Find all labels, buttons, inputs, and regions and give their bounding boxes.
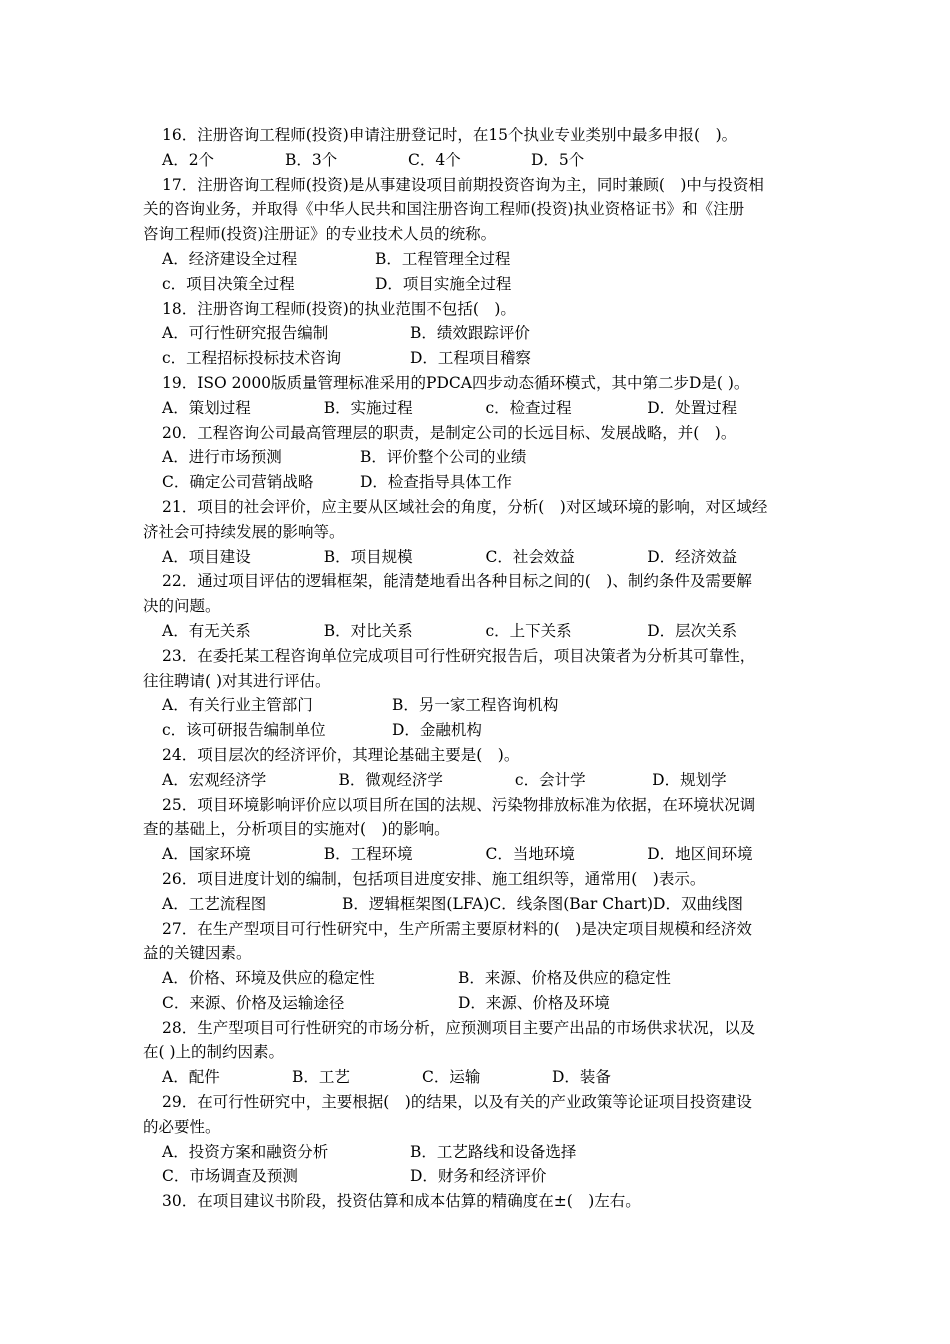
- question-stem: 30．在项目建议书阶段，投资估算和成本估算的精确度在±( )左右。: [162, 1192, 641, 1211]
- option-row: [143, 619, 809, 644]
- answer-option[interactable]: B．实施过程: [323, 398, 413, 417]
- answer-option[interactable]: A．配件: [162, 1068, 220, 1087]
- answer-option[interactable]: B．另一家工程咨询机构: [392, 696, 559, 715]
- answer-option[interactable]: D．检查指导具体工作: [360, 473, 512, 492]
- question-stem: 17．注册咨询工程师(投资)是从事建设项目前期投资咨询为主，同时兼顾( )中与投资相: [162, 175, 764, 194]
- answer-option[interactable]: B．绩效跟踪评价: [410, 324, 530, 343]
- option-row: [143, 470, 809, 495]
- answer-option[interactable]: A．投资方案和融资分析: [162, 1142, 329, 1161]
- question-stem: 22．通过项目评估的逻辑框架，能清楚地看出各种目标之间的( )、制约条件及需要解: [162, 572, 752, 591]
- question-block: [143, 495, 809, 569]
- answer-option[interactable]: B．工艺: [292, 1068, 350, 1087]
- answer-option[interactable]: D．层次关系: [647, 621, 738, 640]
- answer-option[interactable]: C．运输: [422, 1068, 481, 1087]
- question-block: [143, 644, 809, 743]
- answer-option[interactable]: c．该可研报告编制单位: [162, 721, 326, 740]
- question-stem-continuation: 决的问题。: [143, 597, 221, 616]
- answer-option[interactable]: D．金融机构: [392, 721, 482, 740]
- question-block: [143, 743, 809, 793]
- question-stem-continuation: 益的关键因素。: [143, 944, 252, 963]
- question-stem: 27．在生产型项目可行性研究中，生产所需主要原材料的( )是决定项目规模和经济效: [162, 919, 752, 938]
- answer-option[interactable]: B．项目规模: [323, 547, 413, 566]
- question-stem-continuation: 在( )上的制约因素。: [143, 1043, 285, 1062]
- answer-option[interactable]: B．工程管理全过程: [375, 249, 511, 268]
- option-row: [143, 768, 809, 793]
- answer-option[interactable]: B．对比关系: [323, 621, 413, 640]
- question-block: [143, 1090, 809, 1189]
- answer-option[interactable]: B．工程环境: [323, 845, 413, 864]
- answer-option[interactable]: A．有关行业主管部门: [162, 696, 313, 715]
- question-block: [143, 421, 809, 495]
- answer-option[interactable]: A．经济建设全过程: [162, 249, 298, 268]
- answer-option[interactable]: c．会计学: [514, 770, 586, 789]
- answer-option[interactable]: A．进行市场预测: [162, 448, 282, 467]
- option-row: [143, 545, 809, 570]
- answer-option[interactable]: D．项目实施全过程: [375, 274, 512, 293]
- question-stem-continuation: 查的基础上，分析项目的实施对( )的影响。: [143, 820, 450, 839]
- answer-option[interactable]: A．宏观经济学: [162, 770, 267, 789]
- answer-option[interactable]: A．国家环境: [162, 845, 251, 864]
- answer-option[interactable]: D．处置过程: [647, 398, 738, 417]
- option-row: [143, 1164, 809, 1189]
- answer-option[interactable]: B．逻辑框架图(LFA)C．线条图(Bar Chart)D．双曲线图: [342, 894, 743, 913]
- question-stem: 18．注册咨询工程师(投资)的执业范围不包括( )。: [162, 299, 516, 318]
- question-block: [143, 123, 809, 173]
- answer-option[interactable]: B．微观经济学: [338, 770, 443, 789]
- answer-option[interactable]: C．来源、价格及运输途径: [162, 993, 345, 1012]
- answer-option[interactable]: C．市场调查及预测: [162, 1167, 298, 1186]
- option-row: [143, 842, 809, 867]
- answer-option[interactable]: D．装备: [552, 1068, 611, 1087]
- answer-option[interactable]: A．工艺流程图: [162, 894, 267, 913]
- option-row: [143, 272, 809, 297]
- answer-option[interactable]: B．评价整个公司的业绩: [360, 448, 527, 467]
- option-row: [143, 693, 809, 718]
- option-row: [143, 991, 809, 1016]
- answer-option[interactable]: D．规划学: [652, 770, 727, 789]
- question-stem: 21．项目的社会评价，应主要从区域社会的角度，分析( )对区域环境的影响，对区域经: [162, 497, 768, 516]
- answer-option[interactable]: A．价格、环境及供应的稳定性: [162, 969, 375, 988]
- question-stem-continuation: 关的咨询业务，并取得《中华人民共和国注册咨询工程师(投资)执业资格证书》和《注册: [143, 200, 745, 219]
- answer-option[interactable]: A．有无关系: [162, 621, 251, 640]
- answer-option[interactable]: C．确定公司营销战略: [162, 473, 314, 492]
- answer-option[interactable]: D．经济效益: [647, 547, 738, 566]
- question-block: [143, 371, 809, 421]
- option-row: [143, 346, 809, 371]
- option-row: [143, 1065, 809, 1090]
- question-block: [143, 569, 809, 643]
- answer-option[interactable]: c．工程招标投标技术咨询: [162, 349, 342, 368]
- answer-option[interactable]: D．地区间环境: [647, 845, 753, 864]
- answer-option[interactable]: A．策划过程: [162, 398, 251, 417]
- option-row: [143, 396, 809, 421]
- option-row: [143, 148, 809, 173]
- question-block: [143, 867, 809, 917]
- question-stem-continuation: 往往聘请( )对其进行评估。: [143, 671, 331, 690]
- question-stem: 28．生产型项目可行性研究的市场分析，应预测项目主要产出品的市场供求状况，以及: [162, 1018, 756, 1037]
- answer-option[interactable]: C．社会效益: [485, 547, 575, 566]
- option-row: [143, 321, 809, 346]
- question-stem: 16．注册咨询工程师(投资)申请注册登记时，在15个执业专业类别中最多申报( )。: [162, 126, 738, 144]
- answer-option[interactable]: c．项目决策全过程: [162, 274, 295, 293]
- answer-option[interactable]: A．可行性研究报告编制: [162, 324, 329, 343]
- answer-option[interactable]: C．当地环境: [485, 845, 575, 864]
- question-stem: 23．在委托某工程咨询单位完成项目可行性研究报告后，项目决策者为分析其可靠性，: [162, 646, 756, 665]
- option-row: [143, 966, 809, 991]
- question-block: [143, 793, 809, 867]
- answer-option[interactable]: B．工艺路线和设备选择: [410, 1142, 577, 1161]
- question-stem-continuation: 济社会可持续发展的影响等。: [143, 522, 345, 541]
- answer-option[interactable]: B．3个: [285, 150, 338, 169]
- option-row: [143, 247, 809, 272]
- question-stem: 19．ISO 2000版质量管理标准采用的PDCA四步动态循环模式，其中第二步D是( )。: [162, 373, 750, 392]
- answer-option[interactable]: D．5个: [531, 150, 585, 169]
- answer-option[interactable]: D．财务和经济评价: [410, 1167, 547, 1186]
- answer-option[interactable]: c．上下关系: [485, 621, 572, 640]
- answer-option[interactable]: B．来源、价格及供应的稳定性: [458, 969, 671, 988]
- question-stem-continuation: 的必要性。: [143, 1117, 221, 1136]
- question-block: [143, 297, 809, 371]
- question-block: [143, 917, 809, 1016]
- option-row: [143, 445, 809, 470]
- question-block: [143, 1016, 809, 1090]
- question-stem: 24．项目层次的经济评价，其理论基础主要是( )。: [162, 745, 520, 764]
- answer-option[interactable]: D．工程项目稽察: [410, 349, 531, 368]
- question-block: [143, 1189, 809, 1214]
- option-row: [143, 892, 809, 917]
- answer-option[interactable]: A．项目建设: [162, 547, 251, 566]
- question-stem: 29．在可行性研究中，主要根据( )的结果，以及有关的产业政策等论证项目投资建设: [162, 1093, 752, 1112]
- question-stem-continuation: 咨询工程师(投资)注册证》的专业技术人员的统称。: [143, 225, 497, 244]
- question-block: [143, 173, 809, 297]
- option-row: [143, 718, 809, 743]
- question-stem: 20．工程咨询公司最高管理层的职责，是制定公司的长远目标、发展战略，并( )。: [162, 423, 737, 442]
- answer-option[interactable]: C．4个: [408, 150, 461, 169]
- answer-option[interactable]: c．检查过程: [485, 398, 572, 417]
- answer-option[interactable]: A．2个: [162, 150, 215, 169]
- option-row: [143, 1140, 809, 1165]
- question-stem: 25．项目环境影响评价应以项目所在国的法规、污染物排放标准为依据，在环境状况调: [162, 795, 756, 814]
- answer-option[interactable]: D．来源、价格及环境: [458, 993, 610, 1012]
- question-list: [143, 123, 809, 1214]
- question-stem: 26．项目进度计划的编制，包括项目进度安排、施工组织等，通常用( )表示。: [162, 869, 706, 888]
